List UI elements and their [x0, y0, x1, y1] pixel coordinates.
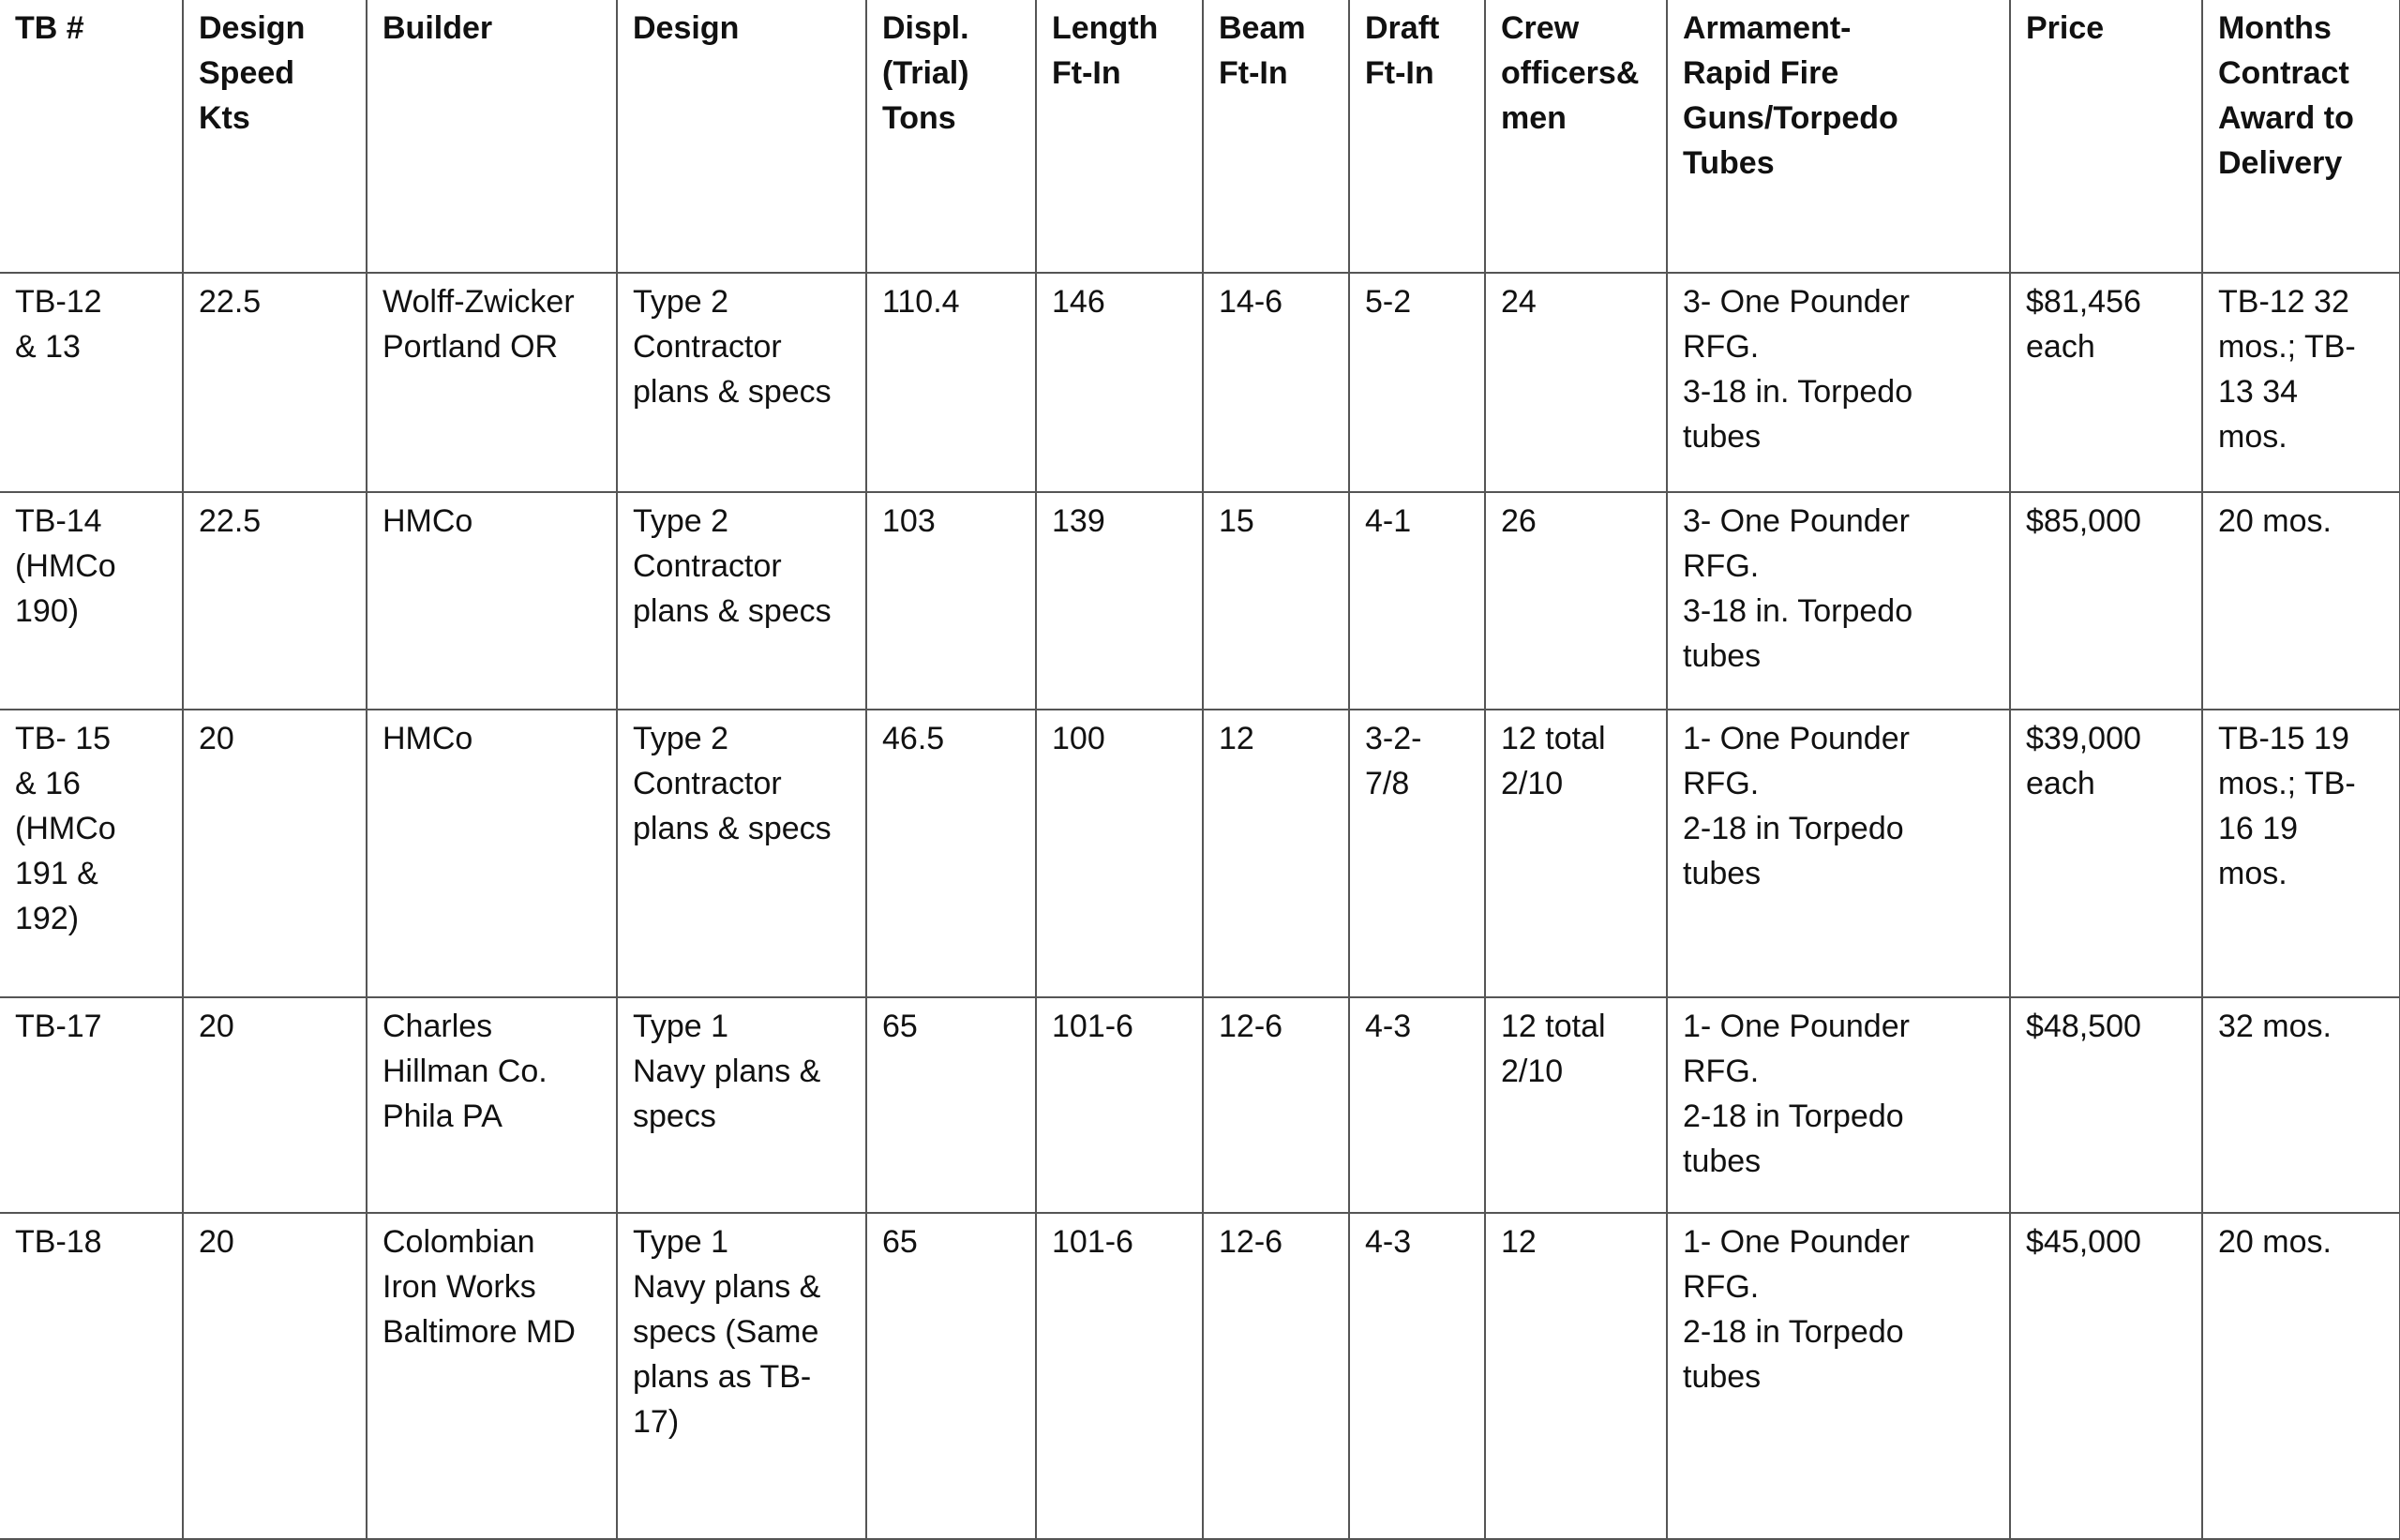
header-crew: Crew officers& men	[1485, 0, 1667, 273]
header-tb-number: TB #	[0, 0, 183, 273]
cell-builder: HMCo	[367, 710, 617, 997]
cell-price: $45,000	[2010, 1213, 2202, 1539]
cell-design-speed: 20	[183, 1213, 367, 1539]
cell-displacement: 65	[866, 997, 1036, 1213]
table-row	[0, 492, 2400, 710]
cell-design-speed: 20	[183, 710, 367, 997]
cell-design-speed: 20	[183, 997, 367, 1213]
cell-beam: 15	[1203, 492, 1349, 710]
cell-months-to-delivery: 20 mos.	[2202, 1213, 2400, 1539]
table-row	[0, 1213, 2400, 1539]
cell-months-to-delivery: TB-12 32 mos.; TB- 13 34 mos.	[2202, 273, 2400, 492]
cell-tb-number: TB-14 (HMCo 190)	[0, 492, 183, 710]
header-beam: Beam Ft-In	[1203, 0, 1349, 273]
cell-length: 139	[1036, 492, 1203, 710]
cell-displacement: 46.5	[866, 710, 1036, 997]
cell-price: $85,000	[2010, 492, 2202, 710]
table-row	[0, 997, 2400, 1213]
cell-beam: 12	[1203, 710, 1349, 997]
cell-crew: 24	[1485, 273, 1667, 492]
header-design: Design	[617, 0, 866, 273]
cell-armament: 1- One Pounder RFG. 2-18 in Torpedo tubes	[1667, 1213, 2010, 1539]
cell-draft: 3-2- 7/8	[1349, 710, 1485, 997]
cell-design: Type 1 Navy plans & specs	[617, 997, 866, 1213]
cell-beam: 14-6	[1203, 273, 1349, 492]
cell-length: 101-6	[1036, 1213, 1203, 1539]
cell-armament: 1- One Pounder RFG. 2-18 in Torpedo tubes	[1667, 997, 2010, 1213]
cell-draft: 4-3	[1349, 1213, 1485, 1539]
table-header-row	[0, 0, 2400, 273]
cell-crew: 12	[1485, 1213, 1667, 1539]
cell-beam: 12-6	[1203, 997, 1349, 1213]
cell-length: 100	[1036, 710, 1203, 997]
header-displacement: Displ. (Trial) Tons	[866, 0, 1036, 273]
cell-displacement: 65	[866, 1213, 1036, 1539]
cell-length: 101-6	[1036, 997, 1203, 1213]
cell-draft: 5-2	[1349, 273, 1485, 492]
cell-tb-number: TB-12 & 13	[0, 273, 183, 492]
cell-design: Type 2 Contractor plans & specs	[617, 710, 866, 997]
cell-price: $48,500	[2010, 997, 2202, 1213]
cell-builder: Wolff-Zwicker Portland OR	[367, 273, 617, 492]
cell-tb-number: TB-18	[0, 1213, 183, 1539]
cell-tb-number: TB- 15 & 16 (HMCo 191 & 192)	[0, 710, 183, 997]
cell-tb-number: TB-17	[0, 997, 183, 1213]
cell-design: Type 2 Contractor plans & specs	[617, 273, 866, 492]
cell-design: Type 2 Contractor plans & specs	[617, 492, 866, 710]
cell-design-speed: 22.5	[183, 492, 367, 710]
cell-draft: 4-3	[1349, 997, 1485, 1213]
header-length: Length Ft-In	[1036, 0, 1203, 273]
cell-beam: 12-6	[1203, 1213, 1349, 1539]
cell-draft: 4-1	[1349, 492, 1485, 710]
cell-builder: Charles Hillman Co. Phila PA	[367, 997, 617, 1213]
cell-months-to-delivery: TB-15 19 mos.; TB- 16 19 mos.	[2202, 710, 2400, 997]
cell-price: $81,456 each	[2010, 273, 2202, 492]
table-row	[0, 273, 2400, 492]
cell-displacement: 103	[866, 492, 1036, 710]
header-design-speed: Design Speed Kts	[183, 0, 367, 273]
cell-design: Type 1 Navy plans & specs (Same plans as TB- 17)	[617, 1213, 866, 1539]
cell-months-to-delivery: 20 mos.	[2202, 492, 2400, 710]
cell-design-speed: 22.5	[183, 273, 367, 492]
table-row	[0, 710, 2400, 997]
cell-crew: 26	[1485, 492, 1667, 710]
header-draft: Draft Ft-In	[1349, 0, 1485, 273]
cell-builder: Colombian Iron Works Baltimore MD	[367, 1213, 617, 1539]
cell-armament: 1- One Pounder RFG. 2-18 in Torpedo tubes	[1667, 710, 2010, 997]
cell-months-to-delivery: 32 mos.	[2202, 997, 2400, 1213]
header-armament: Armament- Rapid Fire Guns/Torpedo Tubes	[1667, 0, 2010, 273]
cell-crew: 12 total 2/10	[1485, 997, 1667, 1213]
header-months-to-delivery: Months Contract Award to Delivery	[2202, 0, 2400, 273]
cell-length: 146	[1036, 273, 1203, 492]
cell-armament: 3- One Pounder RFG. 3-18 in. Torpedo tubes	[1667, 273, 2010, 492]
header-price: Price	[2010, 0, 2202, 273]
cell-price: $39,000 each	[2010, 710, 2202, 997]
cell-armament: 3- One Pounder RFG. 3-18 in. Torpedo tubes	[1667, 492, 2010, 710]
cell-crew: 12 total 2/10	[1485, 710, 1667, 997]
header-builder: Builder	[367, 0, 617, 273]
cell-builder: HMCo	[367, 492, 617, 710]
cell-displacement: 110.4	[866, 273, 1036, 492]
